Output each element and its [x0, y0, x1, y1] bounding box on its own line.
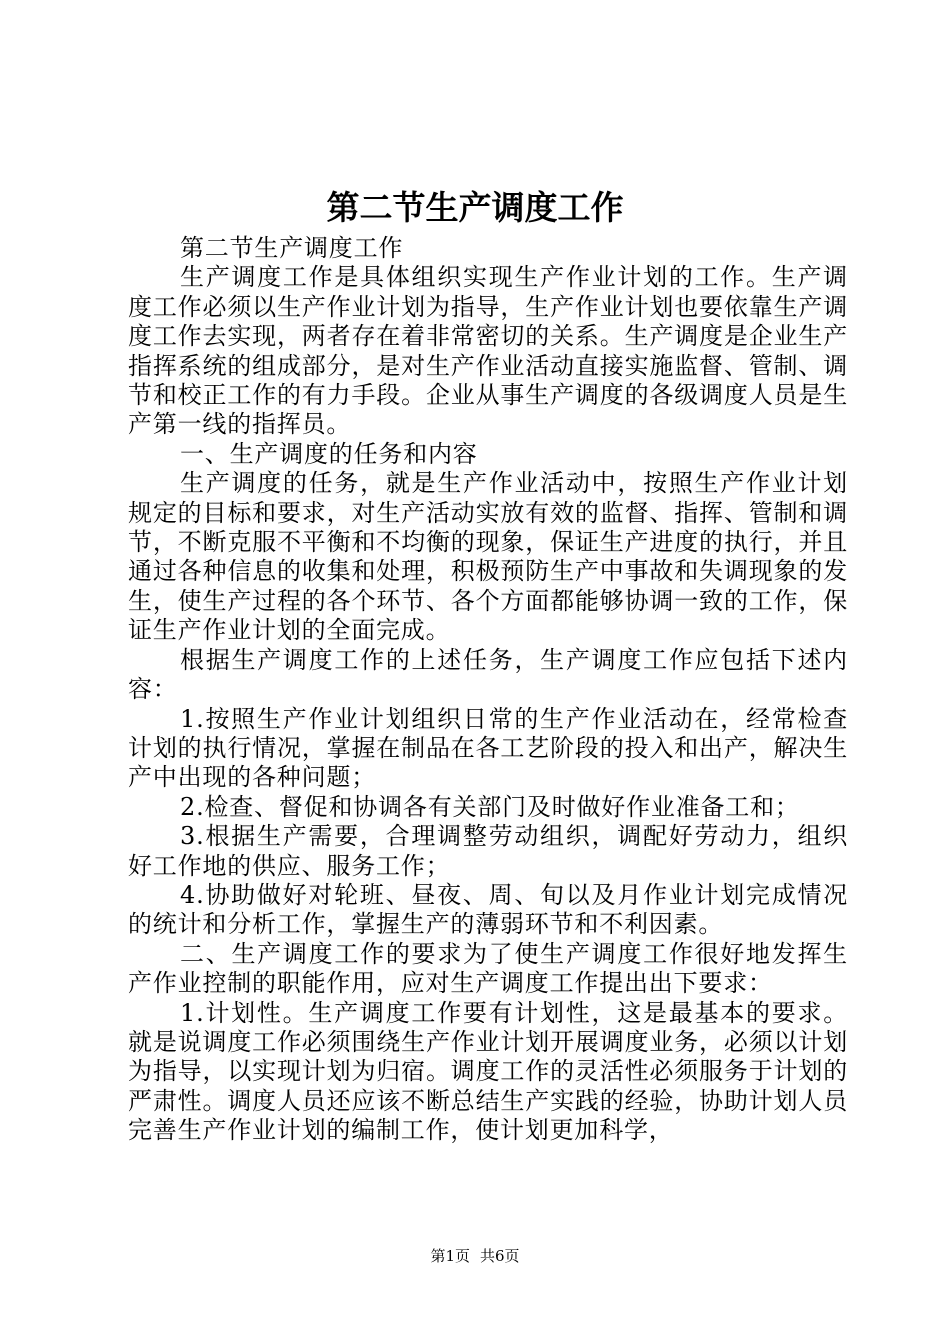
list-item: 4.协助做好对轮班、昼夜、周、旬以及月作业计划完成情况的统计和分析工作，掌握生产的薄弱环节和不利因素。 — [128, 880, 848, 939]
body-paragraph: 根据生产调度工作的上述任务，生产调度工作应包括下述内容： — [128, 645, 848, 704]
page-footer — [0, 1246, 950, 1266]
subsection-heading: 一、生产调度的任务和内容 — [180, 439, 478, 468]
list-item: 2.检查、督促和协调各有关部门及时做好作业准备工和； — [180, 792, 800, 821]
list-item: 3.根据生产需要，合理调整劳动组织，调配好劳动力，组织好工作地的供应、服务工作； — [128, 822, 848, 880]
body-paragraph: 生产调度的任务，就是生产作业活动中，按照生产作业计划规定的目标和要求，对生产活动实放有效的监督、指挥、管制和调节，不断克服不平衡和不均衡的现象，保证生产进度的执行，并且通过各种信息的收集和处理，积极预防生产中事故和失调现象的发生，使生产过程的各个环节、各个方面都能够协调一致的工作，保证生产作业计划的全面完成。 — [128, 469, 848, 645]
page-number: 第1页 — [430, 1247, 470, 1265]
document-title: 第二节生产调度工作 — [326, 188, 624, 227]
subsection-heading: 二、生产调度工作的要求为了使生产调度工作很好地发挥生产作业控制的职能作用，应对生产调度工作提出出下要求： — [128, 939, 848, 998]
body-paragraph: 生产调度工作是具体组织实现生产作业计划的工作。生产调度工作必须以生产作业计划为指导，生产作业计划也要依靠生产调度工作去实现，两者存在着非常密切的关系。生产调度是企业生产指挥系统的组成部分，是对生产作业活动直接实施监督、管制、调节和校正工作的有力手段。企业从事生产调度的各级调度人员是生产第一线的指挥员。 — [128, 263, 848, 439]
document-body — [128, 234, 848, 1146]
list-item: 1.计划性。生产调度工作要有计划性，这是最基本的要求。就是说调度工作必须围绕生产作业计划开展调度业务，必须以计划为指导，以实现计划为归宿。调度工作的灵活性必须服务于计划的严肃性。调度人员还应该不断总结生产实践的经验，协助计划人员完善生产作业计划的编制工作，使计划更加科学， — [128, 998, 848, 1145]
page-total: 共6页 — [480, 1247, 520, 1265]
section-heading: 第二节生产调度工作 — [180, 234, 404, 262]
list-item: 1.按照生产作业计划组织日常的生产作业活动在，经常检查计划的执行情况，掌握在制品在各工艺阶段的投入和出产，解决生产中出现的各种问题； — [128, 704, 848, 792]
